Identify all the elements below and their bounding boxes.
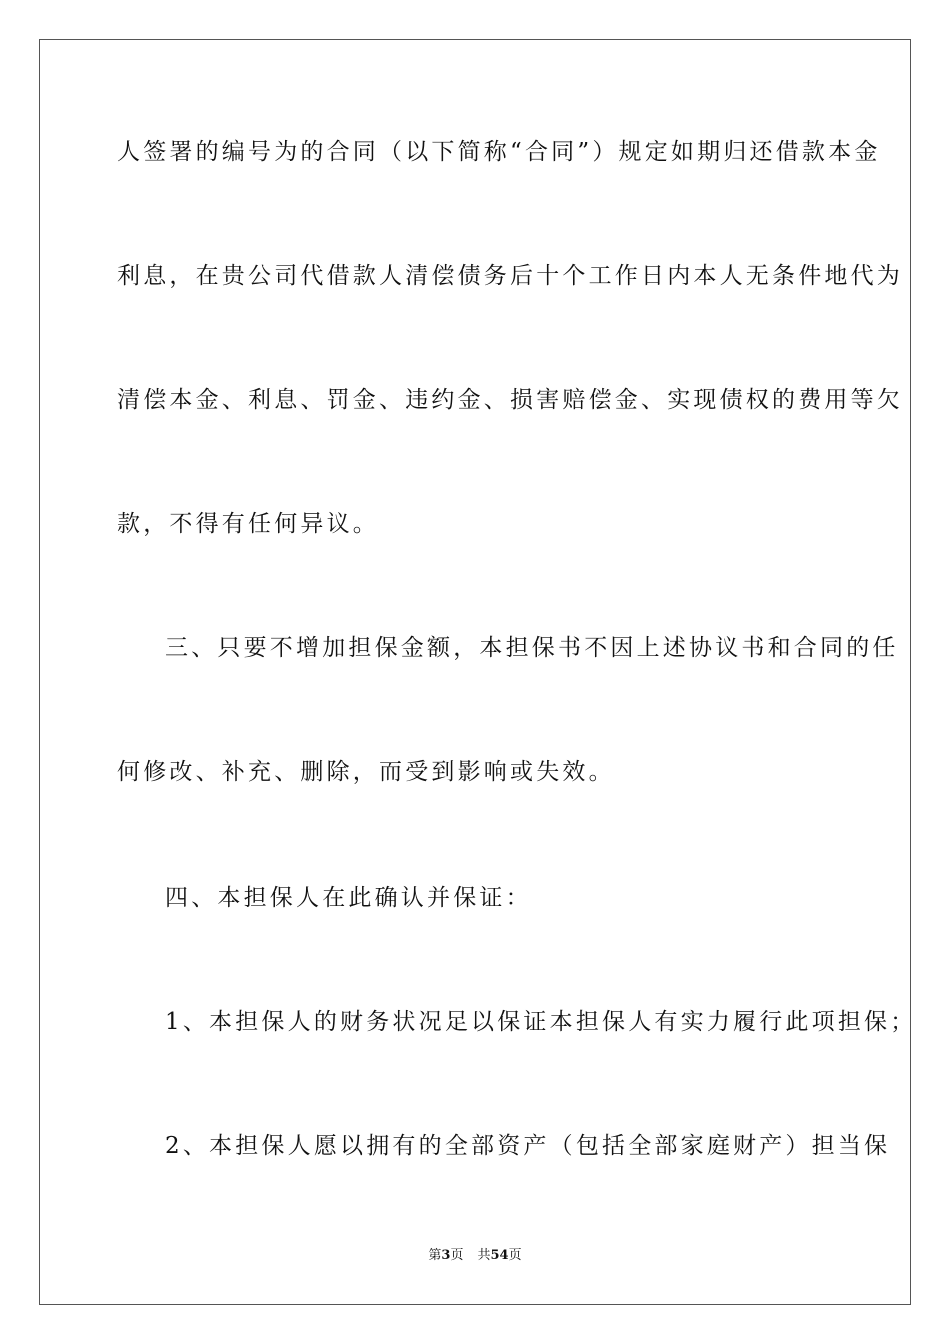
footer-page-prefix: 第: [428, 1248, 442, 1263]
footer-page-suffix: 页: [450, 1248, 464, 1263]
clause-four-item-1: 1、本担保人的财务状况足以保证本担保人有实力履行此项担保；: [165, 1009, 917, 1035]
page-border: [39, 39, 917, 1305]
body-text-line: 清偿本金、利息、罚金、违约金、损害赔偿金、实现债权的费用等欠: [117, 387, 903, 413]
body-text-line: 款，不得有任何异议。: [117, 511, 379, 537]
clause-three-line: 三、只要不增加担保金额，本担保书不因上述协议书和合同的任: [165, 635, 899, 661]
footer-total-suffix: 页: [508, 1248, 522, 1263]
body-text-line: 利息，在贵公司代借款人清偿债务后十个工作日内本人无条件地代为: [117, 263, 903, 289]
clause-four-heading: 四、本担保人在此确认并保证：: [165, 885, 532, 911]
clause-four-item-2: 2、本担保人愿以拥有的全部资产（包括全部家庭财产）担当保: [165, 1133, 891, 1159]
body-text-line: 人签署的编号为的合同（以下简称“合同”）规定如期归还借款本金: [117, 139, 881, 165]
footer-total-pages: 54: [490, 1248, 509, 1263]
body-text-line: 何修改、补充、删除，而受到影响或失效。: [117, 759, 615, 785]
footer-total-prefix: 共: [477, 1248, 491, 1263]
page-footer: [0, 1247, 950, 1265]
footer-page-number: 3: [441, 1248, 451, 1263]
